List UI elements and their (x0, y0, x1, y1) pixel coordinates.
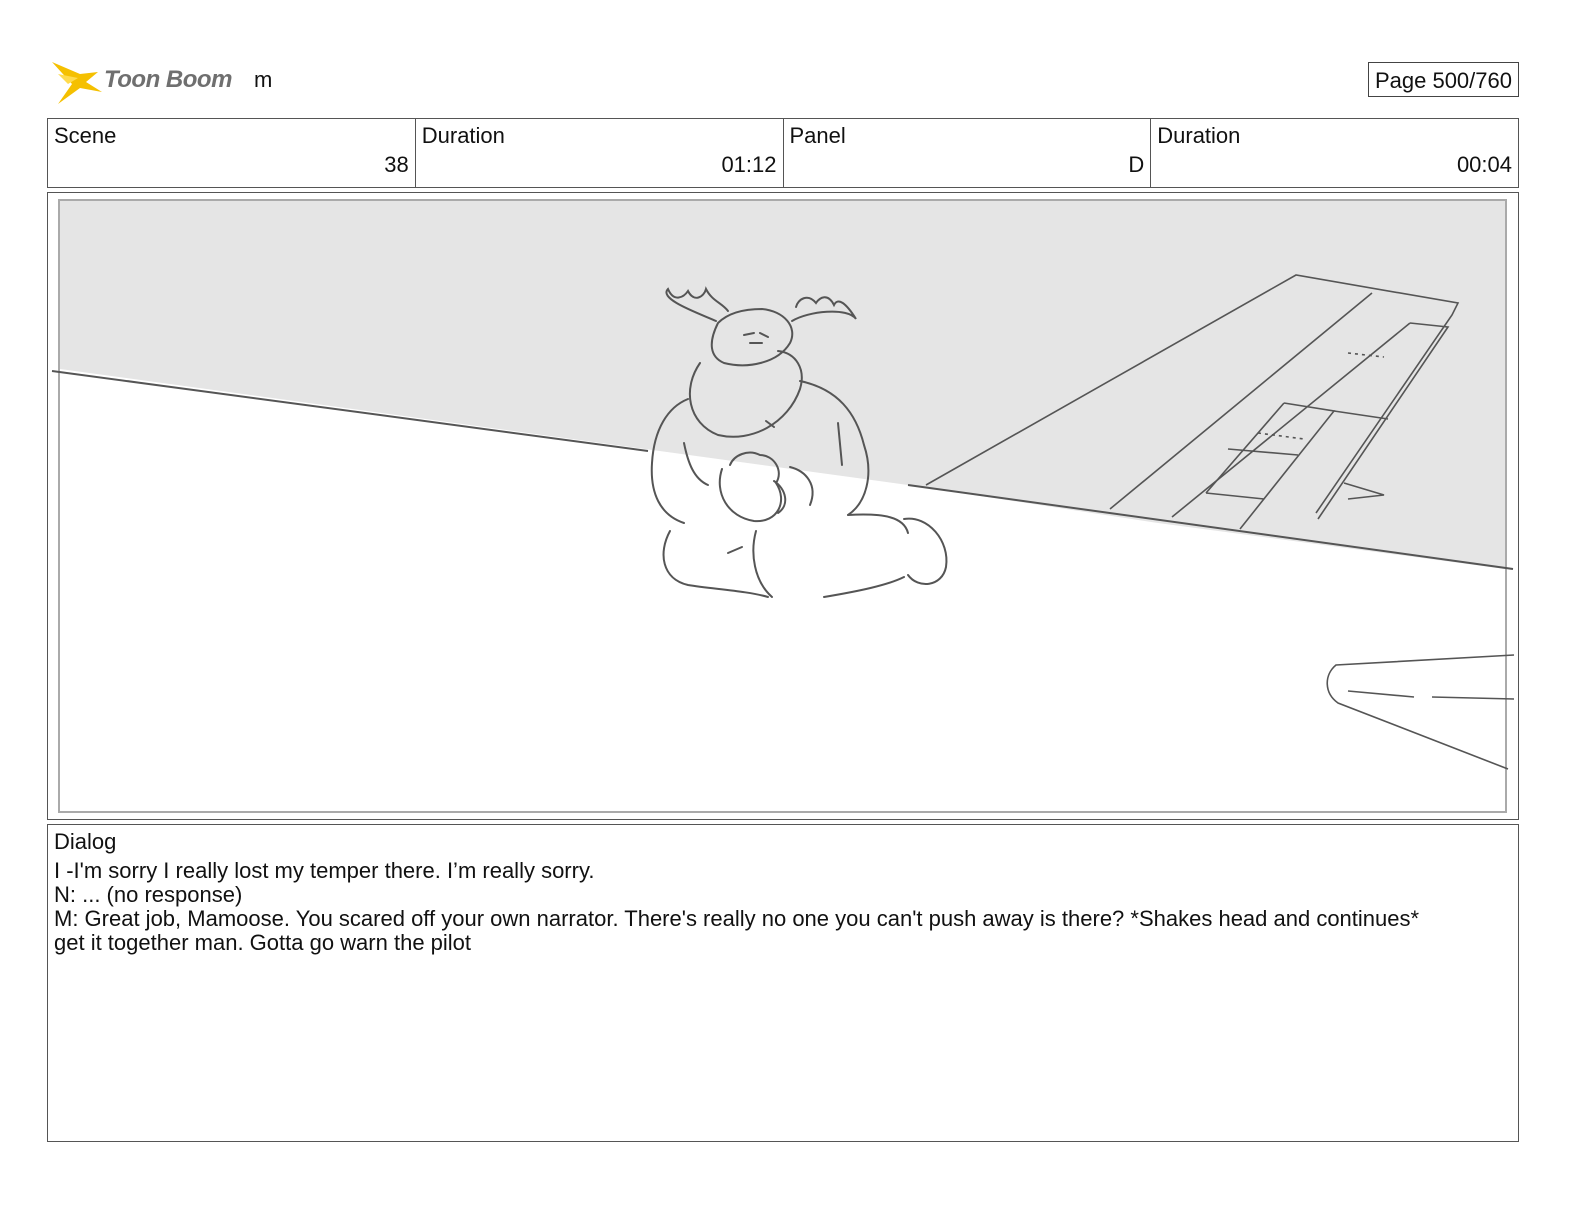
sky-area (60, 201, 1505, 569)
dialog-line: I -I'm sorry I really lost my temper there. I’m really sorry. (54, 858, 595, 883)
dialog-line: M: Great job, Mamoose. You scared off your own narrator. There's really no one you can't push away is there? *Shakes head and continues* get it together man. Gotta go warn the pilot (54, 906, 1420, 955)
scene-duration-cell (416, 119, 784, 187)
logo-star-icon (50, 54, 106, 108)
page-number: Page 500/760 (1368, 62, 1519, 97)
panel-sketch (48, 193, 1518, 819)
project-title: m (254, 67, 273, 92)
panel-cell (784, 119, 1152, 187)
panel-duration-label: Duration (1157, 123, 1241, 148)
dialog-label: Dialog (54, 829, 117, 854)
scene-duration-value: 01:12 (721, 152, 777, 177)
panel-value: D (1128, 152, 1145, 177)
panel-label: Panel (789, 123, 846, 148)
dialog-box (47, 824, 1519, 1142)
airplane-engine-sketch (1327, 655, 1514, 769)
dialog-text (54, 859, 1434, 955)
toon-boom-logo (50, 54, 240, 108)
logo-text: Toon Boom (104, 66, 232, 93)
panel-info-row (47, 118, 1519, 188)
scene-cell (48, 119, 416, 187)
scene-value: 38 (384, 152, 409, 177)
scene-duration-label: Duration (421, 123, 505, 148)
storyboard-panel (47, 192, 1519, 820)
panel-duration-cell (1151, 119, 1518, 187)
dialog-line: N: ... (no response) (54, 882, 243, 907)
panel-duration-value: 00:04 (1456, 152, 1512, 177)
scene-label: Scene (54, 123, 117, 148)
